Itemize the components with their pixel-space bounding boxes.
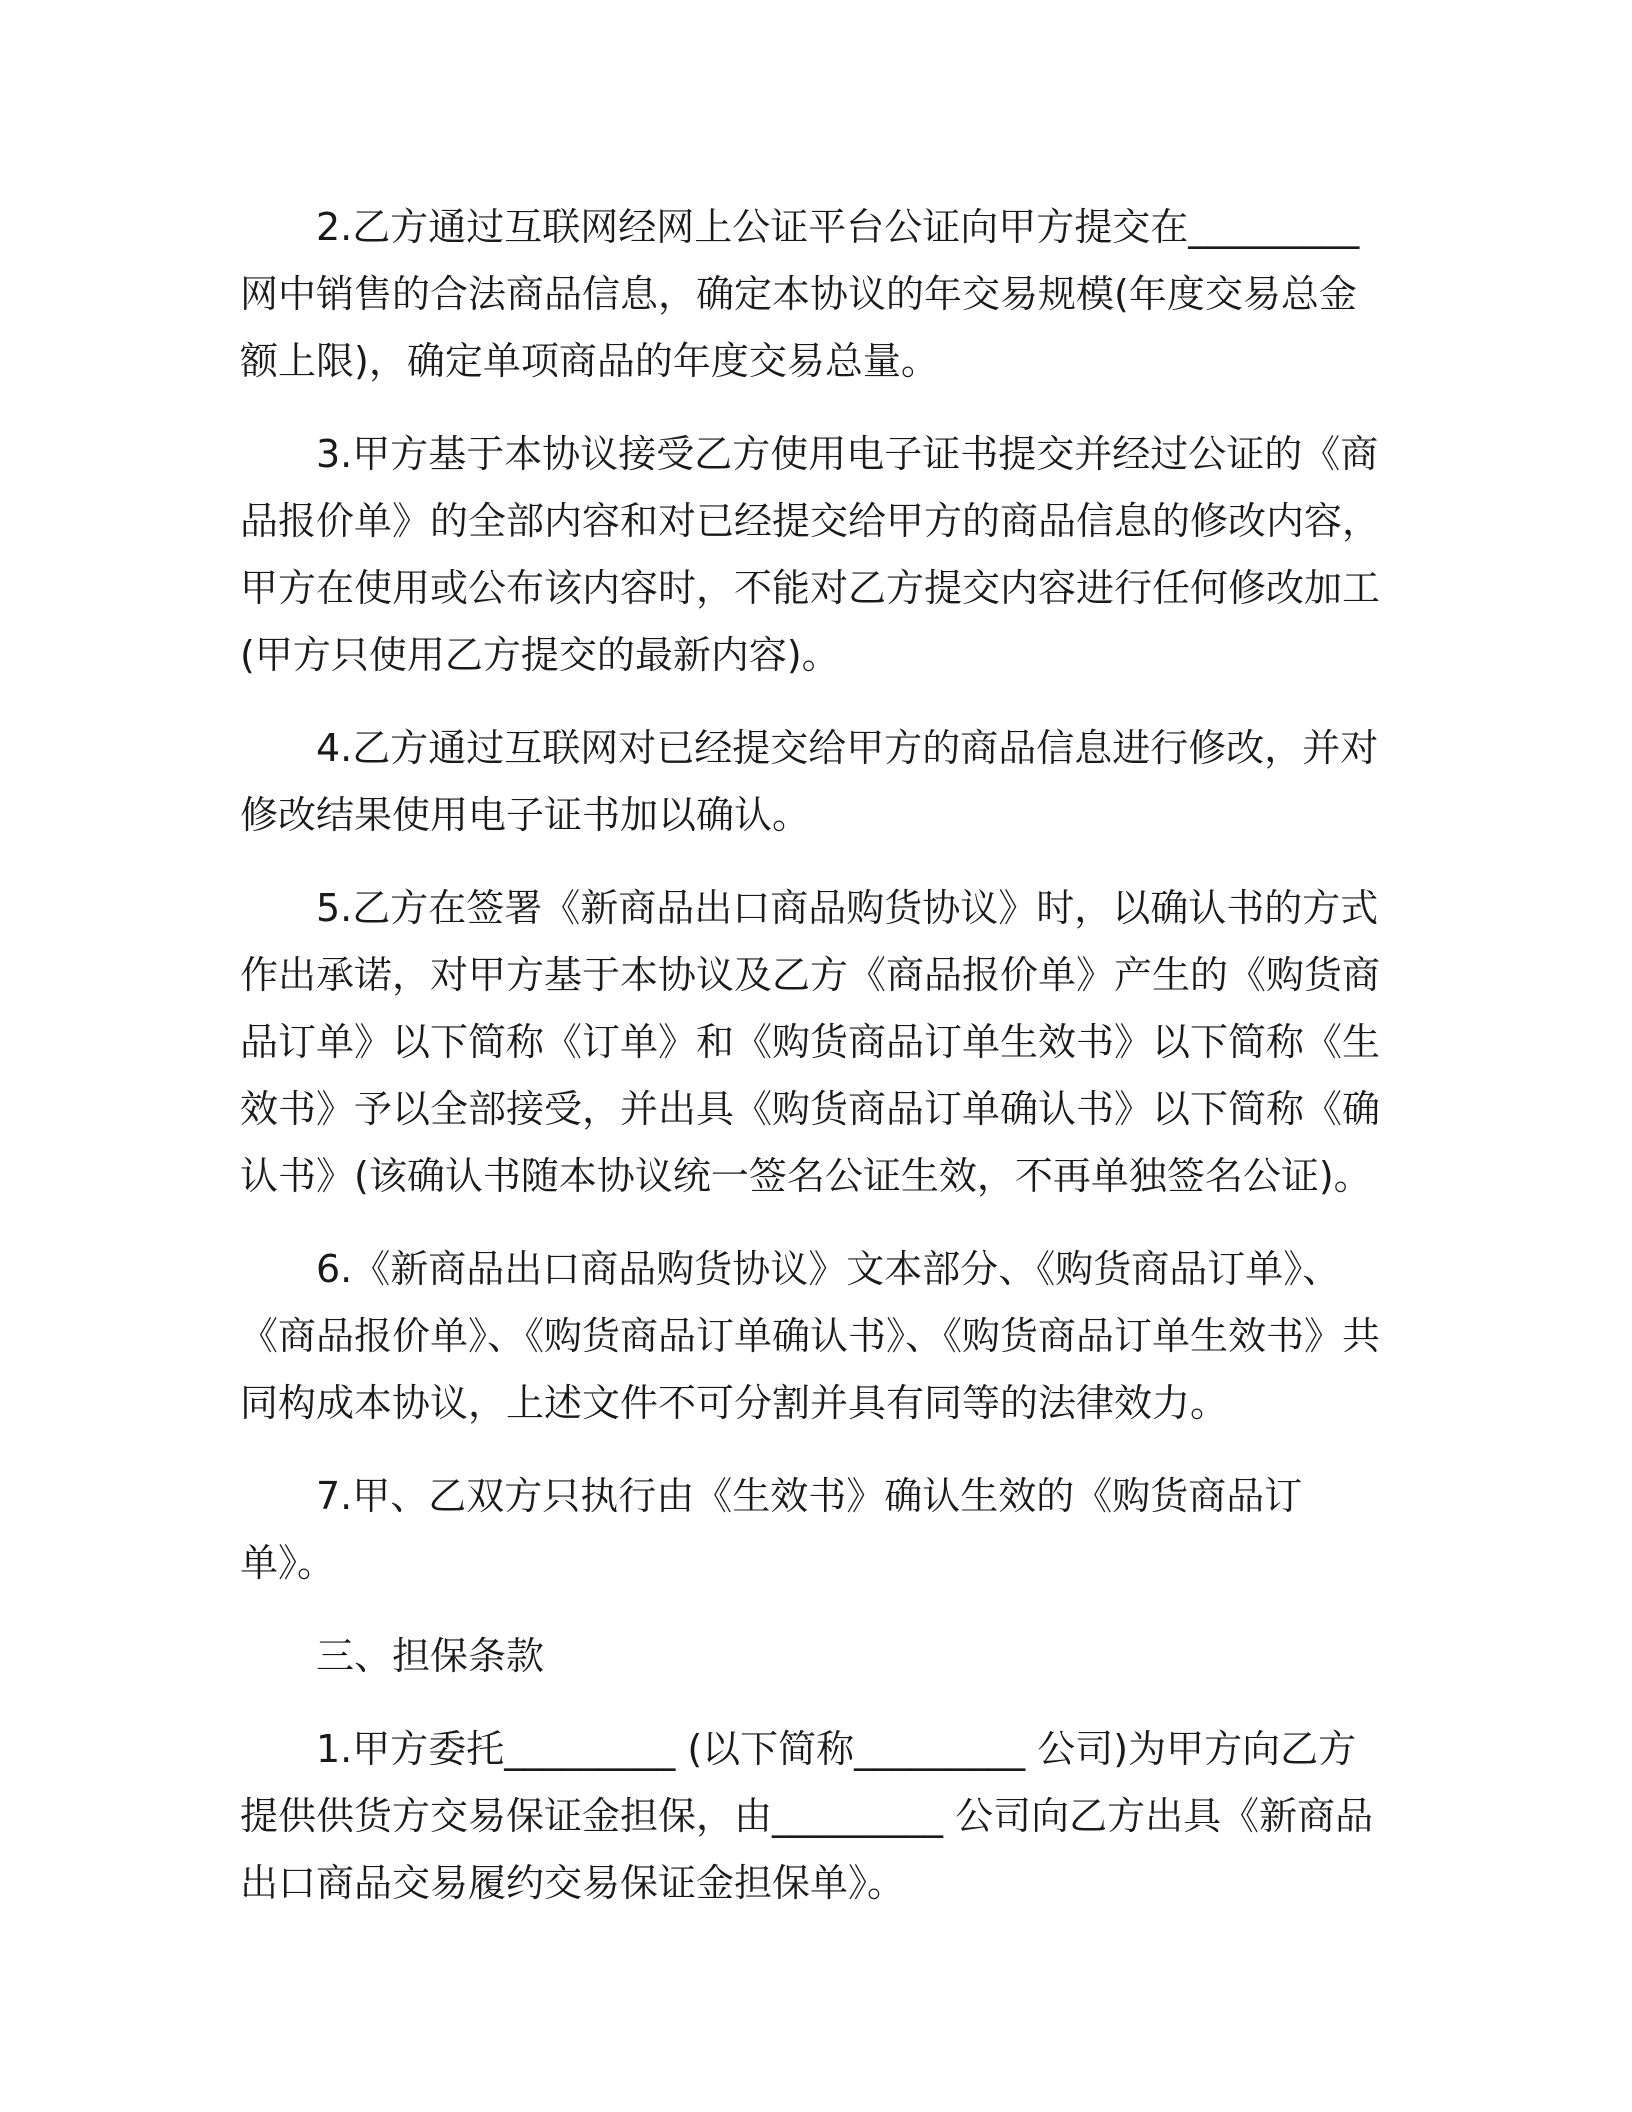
paragraph-clause-3: 3.甲方基于本协议接受乙方使用电子证书提交并经过公证的《商品报价单》的全部内容和对已经提交给甲方的商品信息的修改内容，甲方在使用或公布该内容时，不能对乙方提交内容进行任何修改加工(甲方只使用乙方提交的最新内容)。: [240, 432, 1381, 677]
paragraph-clause-6: 6.《新商品出口商品购货协议》文本部分、《购货商品订单》、《商品报价单》、《购货商品订单确认书》、《购货商品订单生效书》共同构成本协议，上述文件不可分割并具有同等的法律效力。: [240, 1247, 1381, 1425]
section-heading-guarantee: 三、担保条款: [240, 1634, 545, 1678]
paragraph-clause-4: 4.乙方通过互联网对已经提交给甲方的商品信息进行修改，并对修改结果使用电子证书加以确认。: [240, 726, 1379, 837]
paragraph-clause-2: 2.乙方通过互联网经网上公证平台公证向甲方提交在_________网中销售的合法商品信息，确定本协议的年交易规模(年度交易总金额上限)，确定单项商品的年度交易总量。: [240, 205, 1360, 383]
paragraph-clause-7: 7.甲、乙双方只执行由《生效书》确认生效的《购货商品订单》。: [240, 1474, 1303, 1585]
paragraph-clause-5: 5.乙方在签署《新商品出口商品购货协议》时，以确认书的方式作出承诺，对甲方基于本协议及乙方《商品报价单》产生的《购货商品订单》以下简称《订单》和《购货商品订单生效书》以下简称《生效书》予以全部接受，并出具《购货商品订单确认书》以下简称《确认书》(该确认书随本协议统一签名公证生效，不再单独签名公证)。: [240, 886, 1381, 1198]
document-body: [240, 194, 1390, 1943]
paragraph-guarantee-clause-1: 1.甲方委托_________ (以下简称_________ 公司)为甲方向乙方提供供货方交易保证金担保，由_________ 公司向乙方出具《新商品出口商品交易履约交易保证金担保单》。: [240, 1727, 1374, 1905]
